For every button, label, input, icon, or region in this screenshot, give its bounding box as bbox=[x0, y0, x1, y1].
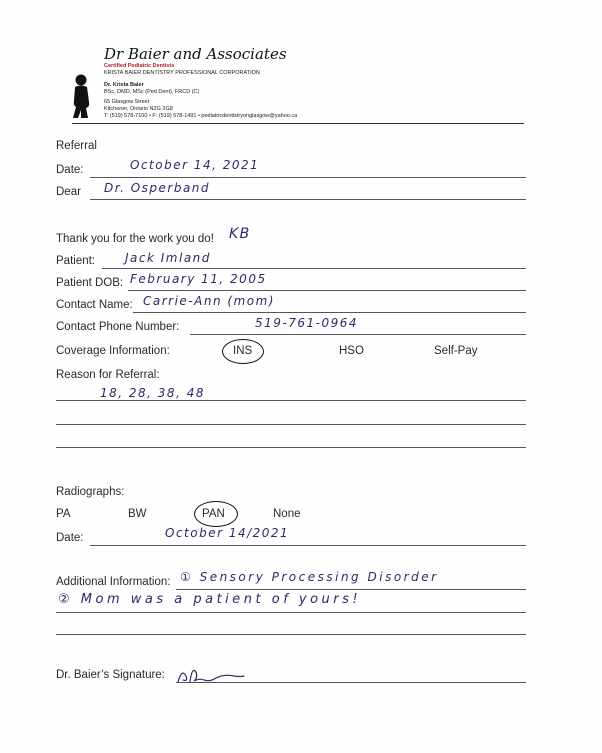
thanks-initials: KB bbox=[229, 226, 251, 242]
handwritten-signature bbox=[176, 664, 246, 686]
additional-info-line-2 bbox=[56, 612, 526, 613]
address-line-2: Kitchener, Ontario N2G 2G8 bbox=[104, 106, 173, 112]
radiographs-label: Radiographs: bbox=[56, 486, 125, 498]
dob-line bbox=[128, 290, 526, 291]
doctor-name: Dr. Krista Baier bbox=[104, 82, 144, 88]
additional-info-line-3 bbox=[56, 634, 526, 635]
doctor-credentials: BSc, DMD, MSc (Ped Dent), FRCD (C) bbox=[104, 89, 200, 95]
additional-info-field-2[interactable]: ② Mom was a patient of yours! bbox=[58, 592, 362, 607]
address-line-1: 65 Glasgow Street bbox=[104, 99, 150, 105]
patient-label: Patient: bbox=[56, 255, 95, 267]
reason-line-2 bbox=[56, 424, 526, 425]
dear-line bbox=[90, 199, 526, 200]
dear-field[interactable]: Dr. Osperband bbox=[104, 181, 211, 195]
dob-label: Patient DOB: bbox=[56, 277, 124, 289]
referral-heading: Referral bbox=[56, 140, 97, 152]
dear-label: Dear bbox=[56, 186, 81, 198]
coverage-option-self-pay[interactable]: Self-Pay bbox=[434, 345, 478, 357]
date-label: Date: bbox=[56, 164, 84, 176]
letterhead-divider bbox=[72, 123, 524, 124]
child-silhouette-logo bbox=[72, 74, 92, 120]
radiograph-date-label: Date: bbox=[56, 532, 84, 544]
reason-label: Reason for Referral: bbox=[56, 369, 160, 381]
contact-phone-label: Contact Phone Number: bbox=[56, 321, 180, 333]
radiograph-option-bw[interactable]: BW bbox=[128, 508, 147, 520]
coverage-option-hso[interactable]: HSO bbox=[339, 345, 364, 357]
corporation-name: KRISTA BAIER DENTISTRY PROFESSIONAL CORPORATION bbox=[104, 70, 260, 76]
contact-phone-line bbox=[190, 334, 526, 335]
reason-line-3 bbox=[56, 447, 526, 448]
date-line bbox=[90, 177, 526, 178]
radiograph-date-field[interactable]: October 14/2021 bbox=[165, 526, 290, 540]
radiograph-option-pa[interactable]: PA bbox=[56, 508, 71, 520]
additional-info-label: Additional Information: bbox=[56, 576, 171, 588]
coverage-option-ins[interactable]: INS bbox=[233, 345, 253, 357]
brand-tagline: Certified Pediatric Dentists bbox=[104, 63, 175, 69]
dob-field[interactable]: February 11, 2005 bbox=[130, 272, 267, 286]
radiograph-option-pan[interactable]: PAN bbox=[202, 508, 225, 520]
contact-phone-field[interactable]: 519-761-0964 bbox=[255, 316, 359, 330]
radiograph-date-line bbox=[90, 545, 526, 546]
coverage-label: Coverage Information: bbox=[56, 345, 170, 357]
contact-name-field[interactable]: Carrie-Ann (mom) bbox=[143, 294, 275, 308]
contact-name-line bbox=[133, 312, 526, 313]
contact-line: T: (519) 578-7100 • F: (519) 578-1491 • pediatricdentistryonglasgow@yahoo.ca bbox=[104, 113, 298, 119]
reason-field[interactable]: 18, 28, 38, 48 bbox=[100, 386, 205, 400]
thanks-text: Thank you for the work you do! bbox=[56, 233, 214, 245]
reason-line-1 bbox=[56, 400, 526, 401]
patient-line bbox=[102, 268, 526, 269]
additional-info-line-1 bbox=[176, 589, 526, 590]
additional-info-field-1[interactable]: ① Sensory Processing Disorder bbox=[180, 570, 439, 584]
signature-label: Dr. Baier’s Signature: bbox=[56, 669, 165, 681]
brand-name: Dr Baier and Associates bbox=[104, 45, 287, 63]
radiograph-option-none[interactable]: None bbox=[273, 508, 301, 520]
contact-name-label: Contact Name: bbox=[56, 299, 133, 311]
patient-field[interactable]: Jack Imland bbox=[125, 251, 211, 265]
date-field[interactable]: October 14, 2021 bbox=[130, 158, 260, 172]
